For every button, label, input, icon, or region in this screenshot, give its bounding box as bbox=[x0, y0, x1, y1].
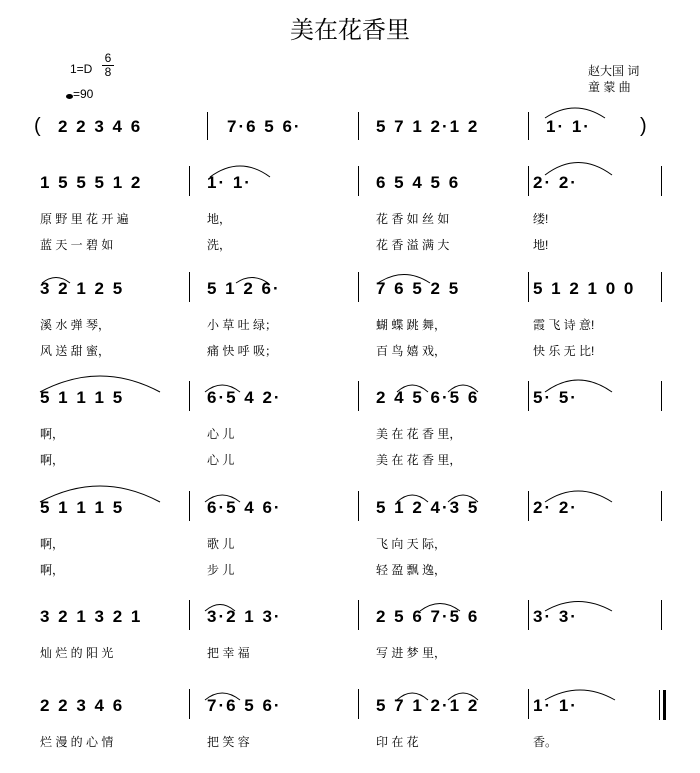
lyric-verse-1: 飞 向 天 际， bbox=[376, 537, 447, 551]
measure-notes: 7·6 5 6· bbox=[207, 696, 282, 715]
lyric-verse-1: 缕! bbox=[533, 212, 549, 226]
lyric-verse-1: 美 在 花 香 里， bbox=[376, 427, 462, 441]
lyric-verse-2: 美 在 花 香 里， bbox=[376, 453, 462, 467]
measure-notes: 2· 2· bbox=[533, 498, 578, 517]
slur-arc bbox=[42, 278, 70, 284]
measure-notes: 5 7 1 2·1 2 bbox=[376, 696, 480, 715]
lyric-verse-1: 溪 水 弹 琴， bbox=[40, 318, 111, 332]
lyric-verse-1: 印 在 花 bbox=[376, 735, 419, 749]
measure-notes: 1 5 5 5 1 2 bbox=[40, 173, 143, 192]
slur-arc bbox=[40, 486, 160, 502]
measure-notes: 5 1 2 1 0 0 bbox=[533, 279, 636, 298]
measure-notes: 2· 2· bbox=[533, 173, 578, 192]
tie-arc bbox=[545, 163, 612, 176]
time-top: 6 bbox=[104, 51, 112, 65]
tie-arc bbox=[545, 602, 612, 612]
measure-notes: 3 2 1 3 2 1 bbox=[40, 607, 143, 626]
lyric-verse-2: 蓝 天 一 碧 如 bbox=[40, 238, 114, 252]
lyric-verse-2: 地! bbox=[533, 238, 549, 252]
measure-notes: 1· 1· bbox=[207, 173, 252, 192]
lyric-verse-2: 心 儿 bbox=[207, 453, 235, 467]
slur-arc bbox=[448, 693, 478, 700]
slur-arc bbox=[448, 495, 478, 502]
lyric-verse-2: 快 乐 无 比! bbox=[533, 344, 595, 358]
measure-notes: 3·2 1 3· bbox=[207, 607, 282, 626]
key-label: 1=D bbox=[70, 62, 93, 76]
measure-notes: 3· 3· bbox=[533, 607, 578, 626]
lyric-verse-1: 地， bbox=[207, 212, 232, 226]
slur-arc bbox=[378, 275, 430, 284]
measure-notes: 2 5 6 7·5 6 bbox=[376, 607, 480, 626]
slur-arc bbox=[397, 693, 428, 700]
measure-notes: 2 4 5 6·5 6 bbox=[376, 388, 480, 407]
lyric-verse-1: 歌 儿 bbox=[207, 537, 235, 551]
slur-arc bbox=[205, 385, 240, 392]
lyric-verse-2: 步 儿 bbox=[207, 563, 235, 577]
intro-measure-1: 2 2 3 4 6 bbox=[58, 117, 143, 136]
lyric-verse-1: 原 野 里 花 开 遍 bbox=[40, 212, 129, 226]
slur-arc bbox=[205, 693, 240, 700]
lyric-verse-2: 风 送 甜 蜜， bbox=[40, 344, 111, 358]
lyric-verse-2: 痛 快 呼 吸； bbox=[207, 344, 278, 358]
measure-notes: 5 1 1 1 5 bbox=[40, 498, 125, 517]
lyric-verse-1: 霞 飞 诗 意! bbox=[533, 318, 595, 332]
slur-arc bbox=[397, 385, 428, 392]
lyric-verse-1: 啊， bbox=[40, 537, 65, 551]
slur-arc bbox=[236, 278, 268, 284]
measure-notes: 5· 5· bbox=[533, 388, 578, 407]
tie-arc bbox=[545, 690, 615, 700]
slur-arc bbox=[205, 495, 240, 502]
slur-arc bbox=[205, 605, 235, 612]
time-bottom: 8 bbox=[102, 65, 114, 79]
lyric-verse-2: 啊， bbox=[40, 563, 65, 577]
lyric-verse-1: 把 幸 福 bbox=[207, 646, 250, 660]
tempo-value: =90 bbox=[73, 87, 94, 101]
measure-notes: 6·5 4 2· bbox=[207, 388, 282, 407]
slur-arc bbox=[420, 604, 460, 612]
lyric-verse-2: 啊， bbox=[40, 453, 65, 467]
tie-arc bbox=[545, 491, 612, 502]
lyric-verse-2: 洗， bbox=[207, 238, 232, 252]
intro-measure-2: 7·6 5 6· bbox=[227, 117, 302, 136]
lyric-verse-1: 心 儿 bbox=[207, 427, 235, 441]
intro-measure-3: 5 7 1 2·1 2 bbox=[376, 117, 480, 136]
measure-notes: 6 5 4 5 6 bbox=[376, 173, 461, 192]
intro-open-paren: ( bbox=[34, 115, 43, 137]
lyric-verse-1: 啊， bbox=[40, 427, 65, 441]
intro-measure-4: 1· 1· bbox=[546, 117, 591, 136]
measure-notes: 5 1 2 4·3 5 bbox=[376, 498, 480, 517]
measure-notes: 5 1 1 1 5 bbox=[40, 388, 125, 407]
tie-arc bbox=[545, 108, 605, 118]
measure-notes: 5 1 2 6· bbox=[207, 279, 281, 298]
lyric-verse-1: 香。 bbox=[533, 735, 558, 749]
measure-notes: 2 2 3 4 6 bbox=[40, 696, 125, 715]
measure-notes: 1· 1· bbox=[533, 696, 578, 715]
measure-notes: 6·5 4 6· bbox=[207, 498, 282, 517]
lyric-verse-1: 写 进 梦 里， bbox=[376, 646, 447, 660]
lyric-verse-1: 蝴 蝶 跳 舞， bbox=[376, 318, 447, 332]
composer-credit: 童 蒙 曲 bbox=[588, 80, 631, 94]
slur-arc bbox=[40, 376, 160, 392]
slur-arc bbox=[397, 495, 428, 502]
slur-arc bbox=[448, 385, 478, 392]
lyric-verse-1: 花 香 如 丝 如 bbox=[376, 212, 450, 226]
measure-notes: 7 6 5 2 5 bbox=[376, 279, 461, 298]
lyric-verse-2: 花 香 溢 满 大 bbox=[376, 238, 450, 252]
lyric-verse-1: 烂 漫 的 心 情 bbox=[40, 735, 114, 749]
lyric-verse-1: 灿 烂 的 阳 光 bbox=[40, 646, 114, 660]
lyric-verse-2: 百 鸟 嬉 戏， bbox=[376, 344, 447, 358]
intro-close-paren: ) bbox=[640, 115, 649, 137]
tie-arc bbox=[210, 166, 270, 177]
lyric-verse-1: 把 笑 容 bbox=[207, 735, 250, 749]
lyric-verse-1: 小 草 吐 绿； bbox=[207, 318, 278, 332]
lyric-verse-2: 轻 盈 飘 逸， bbox=[376, 563, 447, 577]
lyricist-credit: 赵大国 词 bbox=[588, 64, 640, 78]
tie-arc bbox=[545, 380, 612, 392]
song-title: 美在花香里 bbox=[290, 17, 410, 44]
measure-notes: 3 2 1 2 5 bbox=[40, 279, 125, 298]
